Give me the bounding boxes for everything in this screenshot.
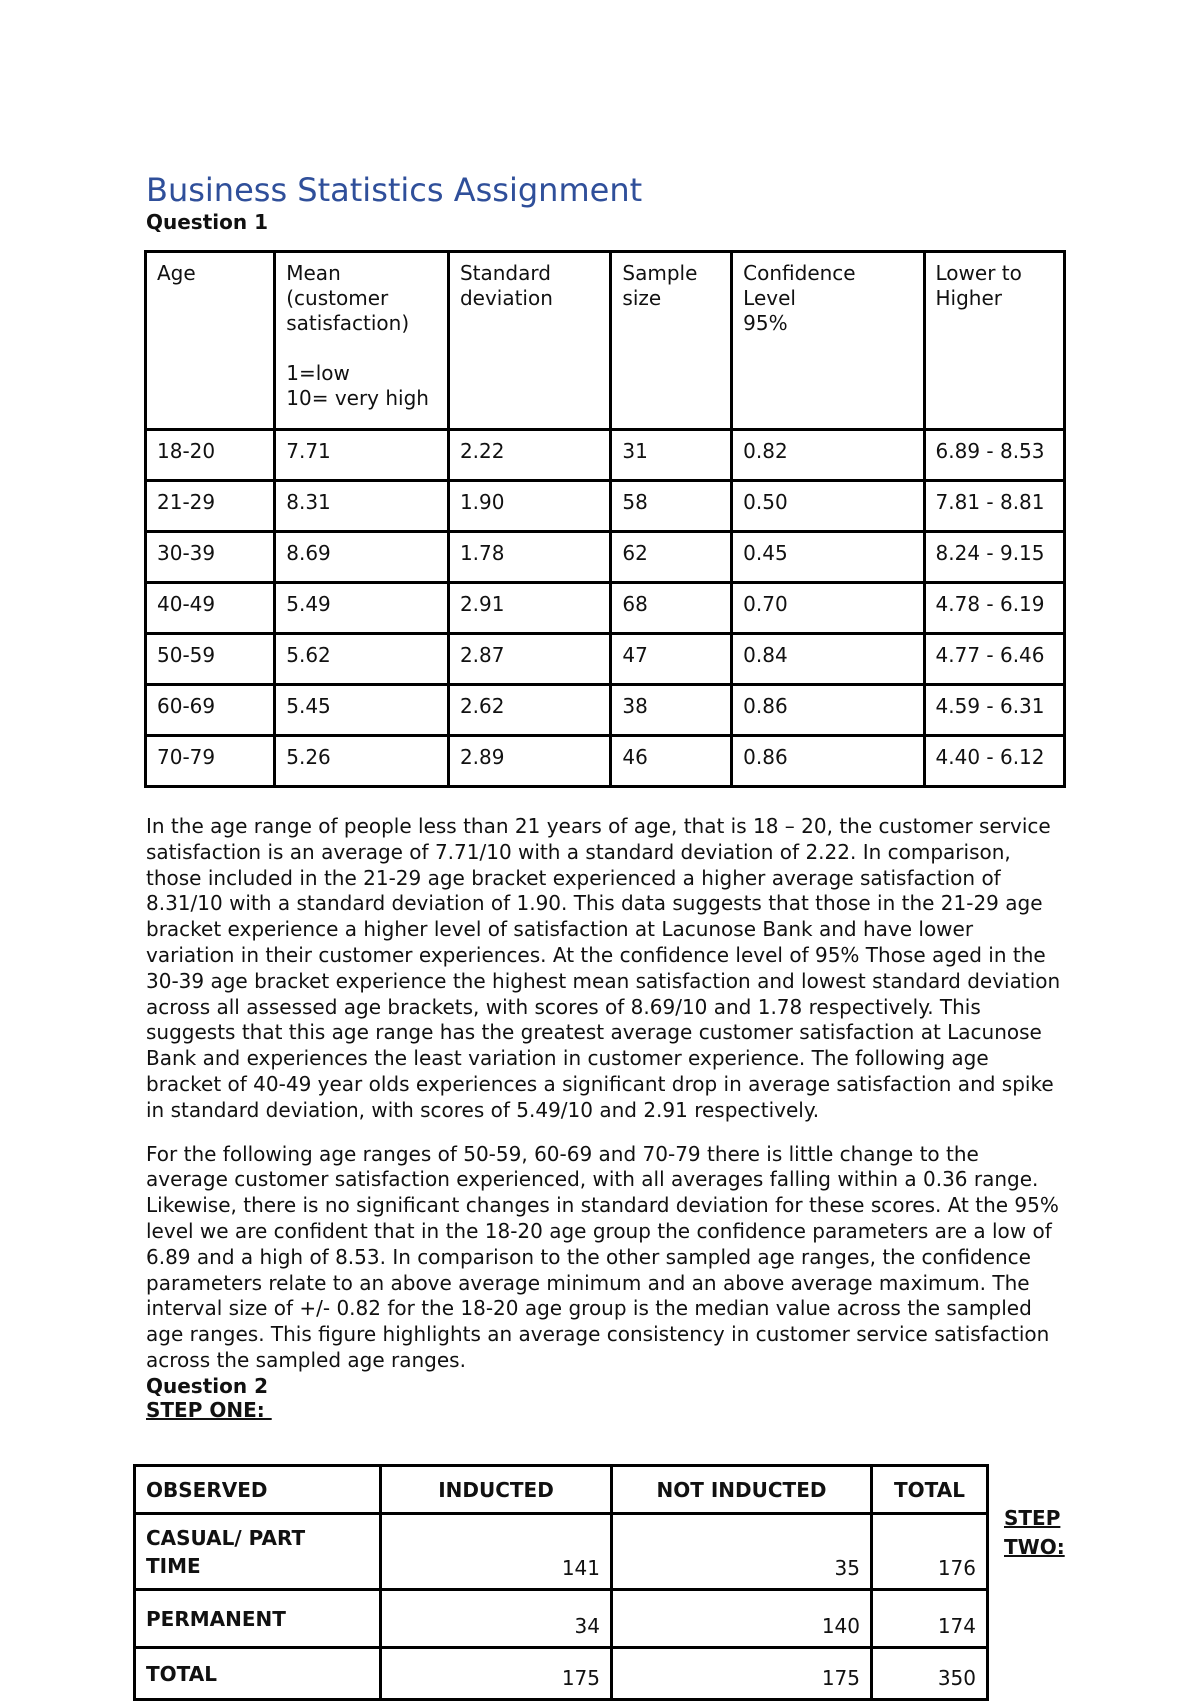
cell-range: 8.24 - 9.15 [924, 532, 1064, 583]
cell-confidence: 0.86 [732, 685, 924, 736]
cell-mean: 5.49 [275, 583, 449, 634]
row-label: PERMANENT [135, 1590, 381, 1648]
cell-total: 176 [872, 1514, 988, 1590]
header-inducted: INDUCTED [381, 1466, 612, 1514]
question-2-heading: Question 2 [146, 1373, 268, 1398]
cell-age: 40-49 [146, 583, 275, 634]
cell-sd: 2.89 [448, 736, 610, 787]
analysis-paragraph-2: For the following age ranges of 50-59, 60-69 and 70-79 there is little change to the average customer satisfaction experienced, with all averages falling within a 0.36 range. Likewise, there is no significant changes in standard deviation for these scores. At the 95% level we are confident that in the 18-20 age group the confidence parameters are a low of 6.89 and a high of 8.53. In comparison to the other sampled age ranges, the confidence parameters relate to an above average minimum and an above average maximum. The interval size of +/- 0.82 for the 18-20 age group is the median value across the sampled age ranges. This figure highlights an average consistency in customer service satisfaction across the sampled age ranges. [146, 1141, 1059, 1372]
cell-not-inducted: 175 [612, 1648, 872, 1700]
cell-mean: 7.71 [275, 430, 449, 481]
table-row [146, 736, 1065, 787]
cell-sd: 2.87 [448, 634, 610, 685]
table-row [146, 532, 1065, 583]
cell-sample-size: 46 [611, 736, 732, 787]
table-row [135, 1648, 988, 1700]
header-age: Age [146, 252, 275, 430]
analysis-paragraph-1: In the age range of people less than 21 years of age, that is 18 – 20, the customer service satisfaction is an average of 7.71/10 with a standard deviation of 2.22. In comparison, those included in the 21-29 age bracket experienced a higher average satisfaction of 8.31/10 with a standard deviation of 1.90. This data suggests that those in the 21-29 age bracket experience a higher level of satisfaction at Lacunose Bank and have lower variation in their customer experiences. At the confidence level of 95% Those aged in the 30-39 age bracket experience the highest mean satisfaction and lowest standard deviation across all assessed age brackets, with scores of 8.69/10 and 1.78 respectively. This suggests that this age range has the greatest average customer satisfaction at Lacunose Bank and experiences the least variation in customer experience. The following age bracket of 40-49 year olds experiences a significant drop in average satisfaction and spike in standard deviation, with scores of 5.49/10 and 2.91 respectively. [146, 814, 1061, 1122]
cell-age: 30-39 [146, 532, 275, 583]
observed-header-row [135, 1466, 988, 1514]
cell-age: 18-20 [146, 430, 275, 481]
table-header-row [146, 252, 1065, 430]
observed-table-wrapper [133, 1464, 989, 1701]
cell-mean: 5.62 [275, 634, 449, 685]
table-row [146, 430, 1065, 481]
question-1-heading: Question 1 [146, 210, 268, 234]
document-page [146, 170, 1066, 1422]
header-observed: OBSERVED [135, 1466, 381, 1514]
cell-total: 174 [872, 1590, 988, 1648]
cell-sample-size: 38 [611, 685, 732, 736]
statistics-table [144, 250, 1066, 788]
cell-sample-size: 31 [611, 430, 732, 481]
cell-inducted: 175 [381, 1648, 612, 1700]
cell-mean: 5.45 [275, 685, 449, 736]
step-two-heading: STEP TWO: [1004, 1506, 1065, 1559]
header-total: TOTAL [872, 1466, 988, 1514]
header-mean: Mean (customer satisfaction) 1=low 10= very high [275, 252, 449, 430]
observed-table [133, 1464, 989, 1701]
cell-confidence: 0.82 [732, 430, 924, 481]
table-row [146, 634, 1065, 685]
cell-sd: 1.78 [448, 532, 610, 583]
cell-age: 50-59 [146, 634, 275, 685]
cell-confidence: 0.86 [732, 736, 924, 787]
row-label: CASUAL/ PART TIME [135, 1514, 381, 1590]
header-confidence-level: Confidence Level 95% [732, 252, 924, 430]
cell-age: 70-79 [146, 736, 275, 787]
table-row [146, 583, 1065, 634]
header-lower-to-higher: Lower to Higher [924, 252, 1064, 430]
header-standard-deviation: Standard deviation [448, 252, 610, 430]
cell-sd: 2.22 [448, 430, 610, 481]
cell-sample-size: 68 [611, 583, 732, 634]
header-sample-size: Sample size [611, 252, 732, 430]
document-title: Business Statistics Assignment [146, 171, 643, 209]
cell-sample-size: 47 [611, 634, 732, 685]
cell-inducted: 141 [381, 1514, 612, 1590]
cell-range: 4.78 - 6.19 [924, 583, 1064, 634]
header-not-inducted: NOT INDUCTED [612, 1466, 872, 1514]
cell-range: 6.89 - 8.53 [924, 430, 1064, 481]
cell-range: 7.81 - 8.81 [924, 481, 1064, 532]
cell-total: 350 [872, 1648, 988, 1700]
cell-mean: 8.69 [275, 532, 449, 583]
cell-sample-size: 62 [611, 532, 732, 583]
table-row [146, 481, 1065, 532]
cell-range: 4.40 - 6.12 [924, 736, 1064, 787]
cell-confidence: 0.70 [732, 583, 924, 634]
cell-age: 21-29 [146, 481, 275, 532]
cell-mean: 8.31 [275, 481, 449, 532]
cell-age: 60-69 [146, 685, 275, 736]
cell-inducted: 34 [381, 1590, 612, 1648]
cell-confidence: 0.84 [732, 634, 924, 685]
table-row [146, 685, 1065, 736]
cell-sample-size: 58 [611, 481, 732, 532]
cell-sd: 2.91 [448, 583, 610, 634]
cell-sd: 1.90 [448, 481, 610, 532]
cell-confidence: 0.45 [732, 532, 924, 583]
row-label: TOTAL [135, 1648, 381, 1700]
table-row [135, 1514, 988, 1590]
table-row [135, 1590, 988, 1648]
cell-not-inducted: 140 [612, 1590, 872, 1648]
cell-not-inducted: 35 [612, 1514, 872, 1590]
step-one-heading: STEP ONE: [146, 1397, 272, 1422]
cell-sd: 2.62 [448, 685, 610, 736]
cell-range: 4.59 - 6.31 [924, 685, 1064, 736]
cell-range: 4.77 - 6.46 [924, 634, 1064, 685]
cell-confidence: 0.50 [732, 481, 924, 532]
cell-mean: 5.26 [275, 736, 449, 787]
